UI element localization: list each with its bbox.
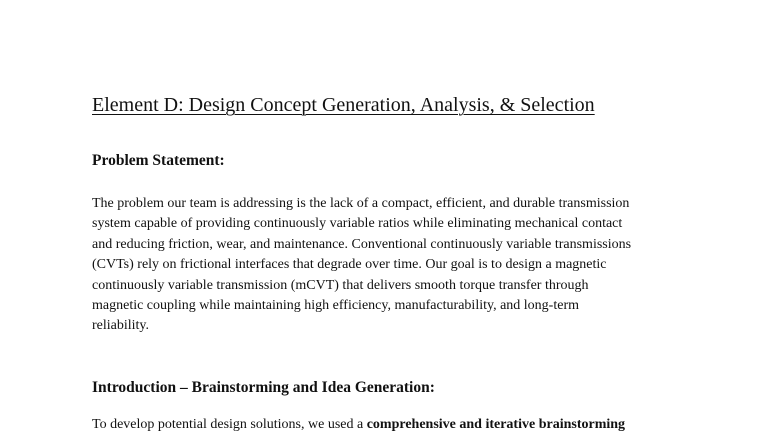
paragraph-line: and reducing friction, wear, and maintenance. Conventional continuously variable transmissions (92, 236, 632, 252)
paragraph-line (92, 415, 692, 435)
introduction-paragraph (92, 415, 692, 435)
introduction-text: To develop potential design solutions, we used a (92, 417, 367, 432)
paragraph-line: The problem our team is addressing is the lack of a compact, efficient, and durable transmission (92, 196, 630, 211)
document-title: Element D: Design Concept Generation, Analysis, & Selection (92, 94, 595, 116)
paragraph-line: reliability. (92, 318, 150, 334)
introduction-emphasis: comprehensive and iterative brainstorming (366, 417, 626, 432)
problem-statement-heading: Problem Statement: (92, 152, 225, 169)
paragraph-line: system capable of providing continuously variable ratios while eliminating mechanical contact (92, 216, 623, 232)
introduction-heading: Introduction – Brainstorming and Idea Generation: (92, 379, 435, 396)
paragraph-line: magnetic coupling while maintaining high efficiency, manufacturability, and long-term (92, 298, 579, 314)
paragraph-line: (CVTs) rely on frictional interfaces that degrade over time. Our goal is to design a magnetic (92, 257, 607, 273)
problem-statement-paragraph (92, 194, 692, 337)
paragraph-line: continuously variable transmission (mCVT) that delivers smooth torque transfer through (92, 277, 589, 293)
